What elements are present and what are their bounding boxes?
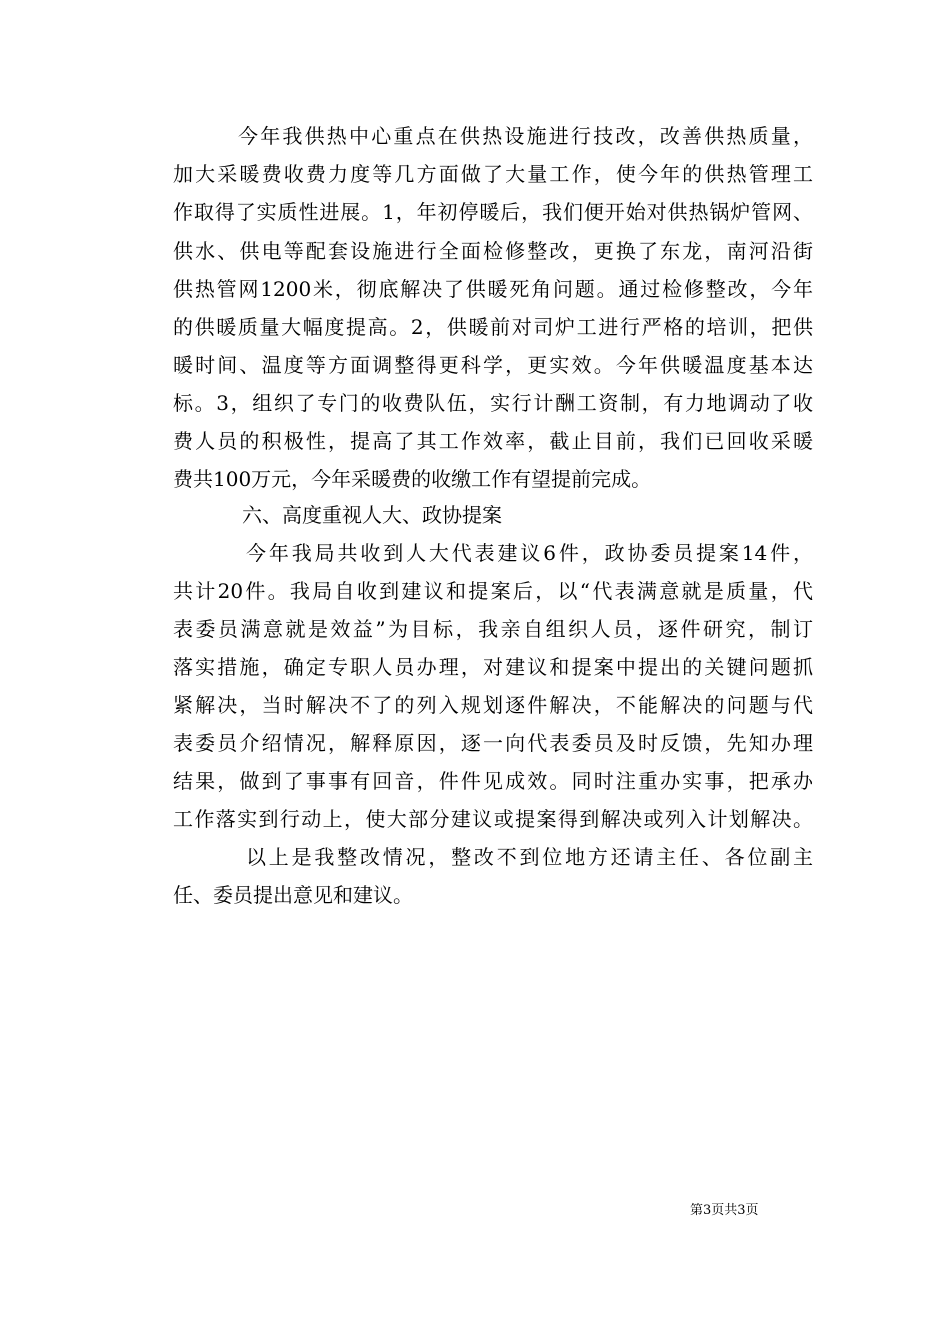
paragraph-line: 表委员介绍情况，解释原因，逐一向代表委员及时反馈，先知办理 <box>173 731 813 755</box>
section-heading: 六、高度重视人大、政协提案 <box>242 503 502 527</box>
paragraph-line: 供热管网1200米，彻底解决了供暖死角问题。通过检修整改，今年 <box>173 277 813 301</box>
paragraph-line: 落实措施，确定专职人员办理，对建议和提案中提出的关键问题抓 <box>173 655 813 679</box>
page-number: 第3页共3页 <box>690 1203 759 1218</box>
paragraph-line: 共计20件。我局自收到建议和提案后，以“代表满意就是质量，代 <box>173 579 813 603</box>
paragraph-line: 今年我供热中心重点在供热设施进行技改，改善供热质量， <box>238 124 813 148</box>
paragraph-line: 供水、供电等配套设施进行全面检修整改，更换了东龙，南河沿街 <box>173 239 813 263</box>
paragraph-line: 工作落实到行动上，使大部分建议或提案得到解决或列入计划解决。 <box>173 807 813 831</box>
paragraph-line: 表委员满意就是效益”为目标，我亲自组织人员，逐件研究，制订 <box>173 617 813 641</box>
paragraph-line: 结果，做到了事事有回音，件件见成效。同时注重办实事，把承办 <box>173 769 813 793</box>
paragraph-line: 暖时间、温度等方面调整得更科学，更实效。今年供暖温度基本达 <box>173 353 813 377</box>
paragraph-line: 今年我局共收到人大代表建议6件，政协委员提案14件， <box>246 541 813 565</box>
paragraph-line: 加大采暖费收费力度等几方面做了大量工作，使今年的供热管理工 <box>173 162 813 186</box>
paragraph-line: 以上是我整改情况，整改不到位地方还请主任、各位副主 <box>246 845 813 869</box>
paragraph-line: 费人员的积极性，提高了其工作效率，截止目前，我们已回收采暖 <box>173 429 813 453</box>
paragraph-line: 费共100万元，今年采暖费的收缴工作有望提前完成。 <box>173 467 652 491</box>
paragraph-line: 任、委员提出意见和建议。 <box>173 883 413 907</box>
paragraph-line: 标。3，组织了专门的收费队伍，实行计酬工资制，有力地调动了收 <box>173 391 813 415</box>
paragraph-line: 的供暖质量大幅度提高。2，供暖前对司炉工进行严格的培训，把供 <box>173 315 813 339</box>
paragraph-line: 作取得了实质性进展。1，年初停暖后，我们便开始对供热锅炉管网、 <box>173 200 813 224</box>
paragraph-line: 紧解决，当时解决不了的列入规划逐件解决，不能解决的问题与代 <box>173 693 813 717</box>
